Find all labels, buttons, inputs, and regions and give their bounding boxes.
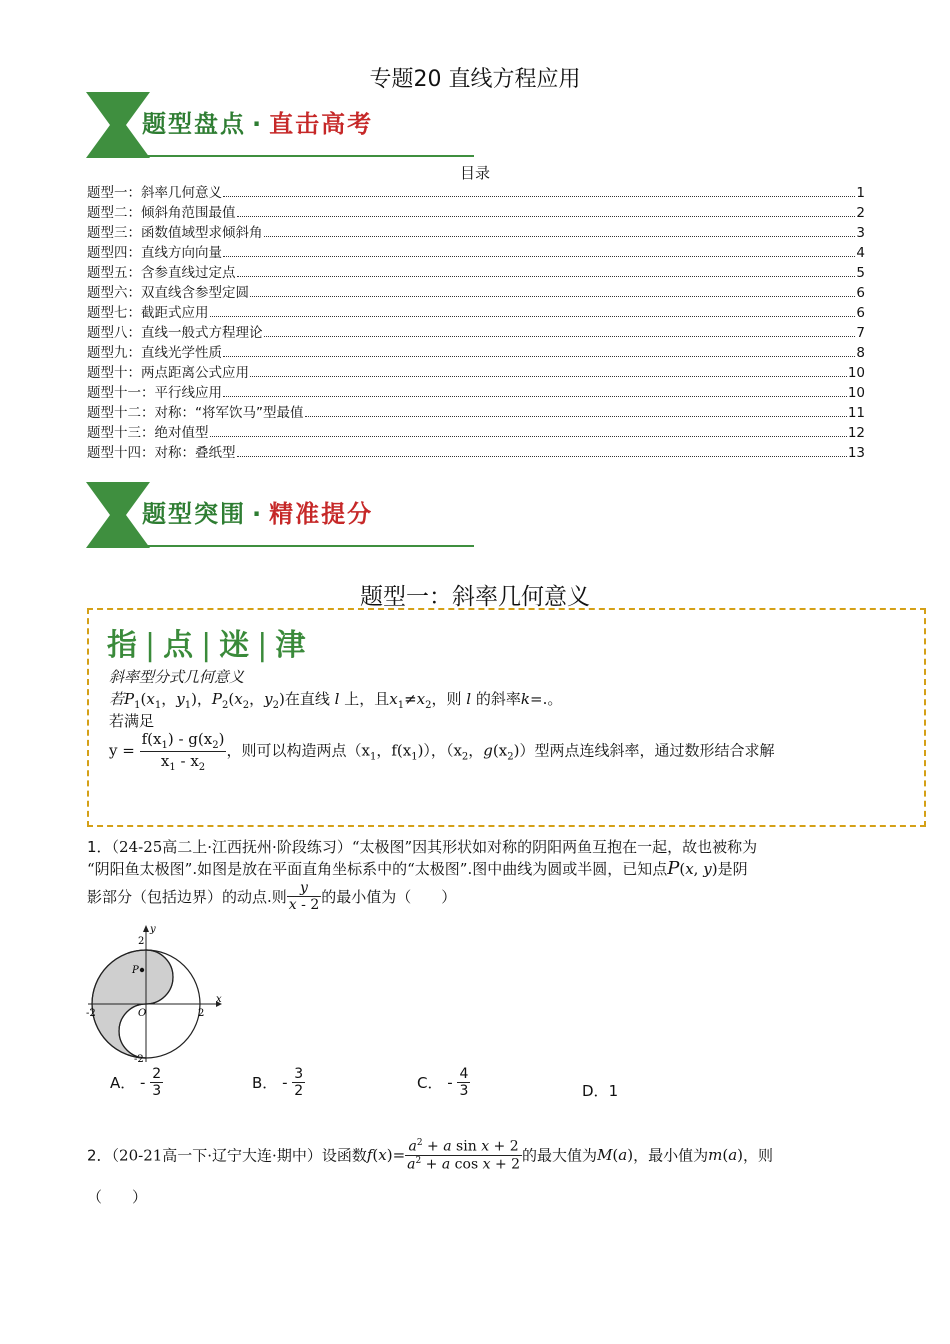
- toc-item[interactable]: 题型八：直线一般式方程理论 7: [87, 325, 865, 341]
- banner-overview-part2: 直击高考: [269, 110, 374, 138]
- toc-item[interactable]: 题型九：直线光学性质 8: [87, 345, 865, 361]
- tip-line-3: 若满足: [109, 712, 155, 730]
- option-d[interactable]: D．1: [582, 1082, 619, 1100]
- tip-heading: 指 | 点 | 迷 | 津: [107, 628, 310, 663]
- fig-origin-label: O: [138, 1008, 147, 1019]
- table-of-contents: [87, 181, 865, 461]
- banner-breakthrough-part2: 精准提分: [269, 500, 374, 528]
- fig-tick-left: -2: [86, 1008, 96, 1019]
- option-a[interactable]: A． - $\frac{2}{3}$: [110, 1066, 162, 1099]
- toc-item[interactable]: 题型七：截距式应用 6: [87, 305, 865, 321]
- document-title: 专题20 直线方程应用: [369, 67, 581, 92]
- tip-box: [87, 608, 926, 827]
- banner-breakthrough: [86, 482, 476, 548]
- question-1-line-1: 1．（24-25高二上·江西抚州·阶段练习）“太极图”因其形状如对称的阴阳两鱼互抱在一起，故也被称为: [87, 838, 758, 856]
- fig-tick-top: 2: [138, 936, 145, 947]
- fig-p-label: P: [132, 965, 139, 976]
- question-1-line-3: 影部分（包括边界）的动点.则 $\frac{y}{x - 2}$ 的最小值为（ ）: [87, 880, 457, 913]
- toc-item[interactable]: 题型四：直线方向向量 4: [87, 245, 865, 261]
- toc-item[interactable]: 题型十四：对称：叠纸型 13: [87, 445, 865, 461]
- option-c[interactable]: C． - $\frac{4}{3}$: [417, 1066, 469, 1099]
- toc-item[interactable]: 题型三：函数值域型求倾斜角 3: [87, 225, 865, 241]
- banner-overview-dot: ·: [252, 110, 264, 138]
- question-2-line-2: （ ）: [87, 1188, 148, 1206]
- banner-overview-part1: 题型盘点: [142, 110, 246, 138]
- banner-breakthrough-part1: 题型突围: [142, 500, 246, 528]
- toc-item[interactable]: 题型十一：平行线应用 10: [87, 385, 865, 401]
- toc-item[interactable]: 题型一：斜率几何意义 1: [87, 185, 865, 201]
- toc-item[interactable]: 题型二：倾斜角范围最值 2: [87, 205, 865, 221]
- fig-tick-bottom: -2: [134, 1054, 144, 1065]
- toc-item[interactable]: 题型十二：对称：“将军饮马”型最值 11: [87, 405, 865, 421]
- banner-breakthrough-dot: ·: [252, 500, 264, 528]
- section-title: 题型一：斜率几何意义: [360, 584, 590, 610]
- banner-overview: [86, 92, 476, 158]
- option-b[interactable]: B． - $\frac{3}{2}$: [252, 1066, 304, 1099]
- tip-line-2: 若$P_1(x_1$，$y_1$)，$P_2(x_2$，$y_2$)在直线 l 上，且$x_1\ne x_2$，则 l 的斜率k=.。: [109, 690, 563, 711]
- tip-line-1: 斜率型分式几何意义: [109, 668, 245, 686]
- toc-item[interactable]: 题型五：含参直线过定点 5: [87, 265, 865, 281]
- toc-item[interactable]: 题型十三：绝对值型 12: [87, 425, 865, 441]
- toc-item[interactable]: 题型六：双直线含参型定圆 6: [87, 285, 865, 301]
- toc-item[interactable]: 题型十：两点距离公式应用 10: [87, 365, 865, 381]
- question-1-line-2: “阴阳鱼太极图”.如图是放在平面直角坐标系中的“太极图”.图中曲线为圆或半圆，已知点P(x, y)是阴: [87, 858, 748, 879]
- taiji-figure: [86, 922, 226, 1066]
- fig-x-label: x: [216, 994, 222, 1005]
- question-2-line-1: 2．（20-21高一下·辽宁大连·期中）设函数f(x)= $\frac{a^2 + a \sin x + 2}{a^2 + a \cos x + 2}$ 的最大值为M(a)，最小值为m(a)，则: [87, 1138, 774, 1173]
- fig-tick-right: 2: [198, 1008, 205, 1019]
- fig-y-label: y: [150, 924, 156, 935]
- tip-line-4: y = $\frac{f(x_1) - g(x_2)}{x_1 - x_2}$ ，则可以构造两点（$x_1$，$f(x_1)$），（$x_2$，$g(x_2)$）型两点连线斜率，通过数形结合求解: [109, 730, 775, 773]
- toc-title: 目录: [459, 164, 490, 182]
